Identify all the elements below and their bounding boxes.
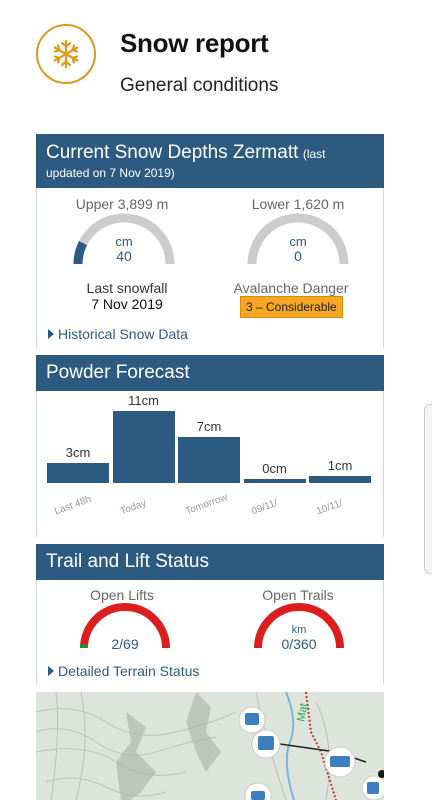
powder-axis-label: 10/11/ (315, 497, 345, 518)
open-trails-value: 0/360 (281, 636, 317, 652)
powder-bar (47, 463, 109, 483)
powder-bar-label: 3cm (65, 445, 91, 461)
snow-depths-header (36, 134, 384, 188)
powder-axis-label: Last 48h (53, 493, 93, 518)
upper-depth-label: Upper 3,899 m (75, 196, 169, 212)
caret-right-icon (48, 666, 54, 676)
powder-axis-label: 09/11/ (249, 497, 279, 518)
snow-depths-updated-2: updated on 7 Nov 2019) (46, 166, 175, 180)
page-subtitle: General conditions (120, 75, 279, 96)
side-scroll-handle[interactable] (424, 404, 432, 574)
powder-bar-label: 1cm (327, 458, 353, 474)
lower-depth-unit: cm (289, 234, 307, 249)
terrain-map[interactable] (36, 692, 384, 800)
powder-bar (113, 411, 175, 483)
powder-bar-label: 0cm (262, 461, 287, 476)
powder-forecast-title: Powder Forecast (46, 362, 190, 383)
powder-bar (309, 476, 371, 483)
last-snowfall-label: Last snowfall (86, 280, 168, 296)
powder-axis-label: Tomorrow (184, 491, 230, 518)
open-trails-label: Open Trails (262, 587, 334, 603)
page-title: Snow report (120, 28, 269, 58)
map-marker-icon (362, 776, 384, 800)
open-lifts-label: Open Lifts (90, 587, 154, 603)
snowflake-icon (51, 39, 81, 69)
avalanche-danger-label: Avalanche Danger (233, 280, 349, 296)
lift-icon (239, 707, 265, 733)
detailed-terrain-status-link[interactable] (48, 663, 199, 679)
trail-lift-header (36, 544, 384, 580)
powder-bar-label: 11cm (128, 393, 159, 408)
historical-snow-data-link[interactable] (48, 326, 188, 342)
train-icon (325, 747, 355, 777)
powder-bar (244, 479, 306, 483)
lower-depth-value: 0 (294, 248, 302, 264)
upper-depth-unit: cm (115, 234, 133, 249)
powder-bar-label: 7cm (196, 419, 222, 435)
upper-depth-value: 40 (116, 248, 132, 264)
snow-report-logo (36, 24, 96, 84)
avalanche-danger-badge: 3 – Considerable (240, 296, 343, 318)
snow-depths-updated-1: (last (302, 147, 326, 161)
page-header (0, 0, 432, 120)
lower-depth-label: Lower 1,620 m (251, 196, 345, 212)
powder-axis-label: Today (118, 497, 148, 518)
open-trails-unit: km (291, 624, 307, 636)
open-lifts-value: 2/69 (111, 636, 139, 652)
powder-forecast-header (36, 355, 384, 391)
powder-bar (178, 437, 240, 483)
lift-icon (252, 730, 280, 758)
trail-lift-title: Trail and Lift Status (46, 551, 209, 572)
svg-text:Mat: Mat (295, 702, 311, 723)
snow-depths-title: Current Snow Depths Zermatt (46, 142, 299, 163)
caret-right-icon (48, 329, 54, 339)
terrain-map-graphic (36, 692, 384, 800)
last-snowfall-value: 7 Nov 2019 (91, 296, 163, 312)
detailed-terrain-status-label: Detailed Terrain Status (58, 663, 200, 679)
historical-snow-data-label: Historical Snow Data (58, 326, 188, 342)
